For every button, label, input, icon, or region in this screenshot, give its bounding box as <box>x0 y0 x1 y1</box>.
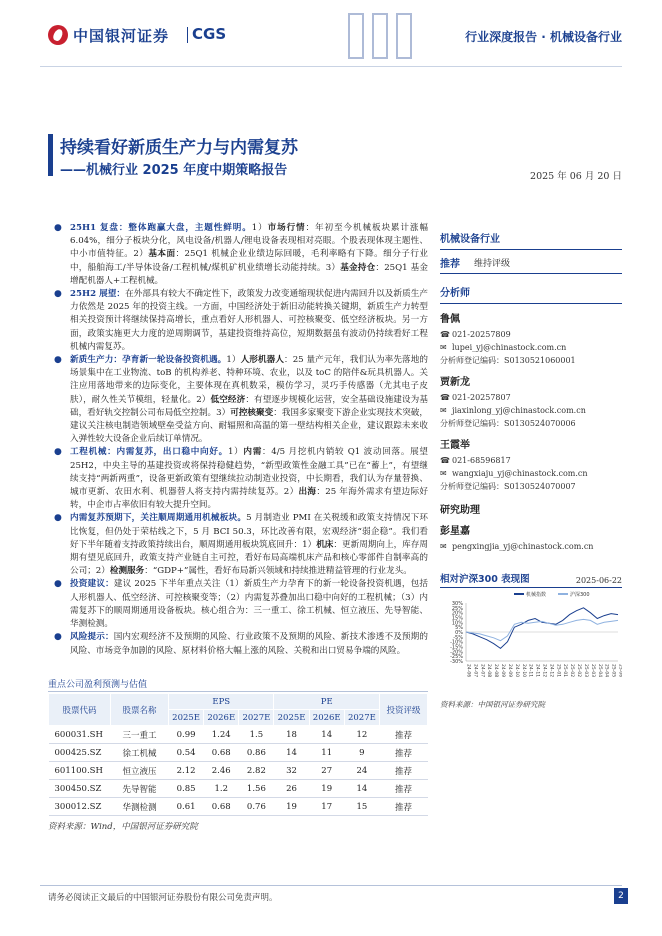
table-row <box>49 744 428 762</box>
pe-value: 24 <box>344 762 379 780</box>
bullet-text: 1） <box>251 223 268 233</box>
header-year: 2026E <box>204 710 239 726</box>
phone-icon: ☎ <box>440 393 450 402</box>
bullet-keyword: 市场行情 <box>267 223 306 233</box>
eps-value: 1.2 <box>204 780 239 798</box>
y-tick-label: 30% <box>451 601 463 607</box>
analyst-phone-text: 021-68596817 <box>452 456 511 465</box>
y-tick-label: -25% <box>450 654 463 661</box>
logo-divider <box>187 27 188 43</box>
y-tick-label: 20% <box>451 610 463 617</box>
email-icon: ✉ <box>440 406 447 415</box>
x-tick-label: 25-03 <box>582 664 588 678</box>
pe-value: 18 <box>274 726 309 744</box>
bullet-lead: 内需复苏预期下，关注顺周期通用机械板块。 <box>70 513 247 524</box>
pe-value: 15 <box>344 798 379 816</box>
x-tick-label: 24-11 <box>527 664 533 678</box>
bullet-keyword: 内需 <box>243 447 262 458</box>
rating-label: 推荐 <box>440 259 460 270</box>
bullet-keyword: 可控核聚变 <box>230 407 274 418</box>
chart-date: 2025-06-22 <box>575 576 622 585</box>
bullet-lead: 新质生产力：孕育新一轮设备投资机遇。 <box>70 355 227 366</box>
x-tick-label: 25-02 <box>576 664 582 678</box>
eps-value: 2.82 <box>239 762 274 780</box>
x-tick-label: 25-06 <box>617 664 622 678</box>
y-tick-label: 25% <box>451 605 463 612</box>
bullet-lead: 工程机械：内需复苏，出口稳中向好。 <box>70 447 228 458</box>
bullet-dot-icon: ● <box>54 355 62 366</box>
analyst-email-text[interactable]: wangxiaju_yj@chinastock.com.cn <box>452 469 588 478</box>
email-icon: ✉ <box>440 542 447 551</box>
email-icon: ✉ <box>440 469 447 478</box>
page-header <box>0 0 662 66</box>
eps-value: 0.61 <box>169 798 204 816</box>
table-row <box>49 762 428 780</box>
analyst-email-text[interactable]: jiaxinlong_yj@chinastock.com.cn <box>452 406 586 415</box>
x-tick-label: 25-03 <box>589 664 595 678</box>
y-tick-label: 10% <box>451 620 463 627</box>
stock-code: 300012.SZ <box>49 798 111 816</box>
logo-text-cn: 中国银河证券 <box>73 27 170 45</box>
eps-value: 0.54 <box>169 744 204 762</box>
stock-name: 恒立液压 <box>111 762 169 780</box>
assistant-heading: 研究助理 <box>440 505 480 516</box>
analyst-email <box>440 341 622 354</box>
analyst-name: 鲁佩 <box>440 314 460 325</box>
pe-value: 9 <box>344 744 379 762</box>
header-rating: 投资评级 <box>380 694 428 726</box>
bullet-dot-icon: ● <box>54 513 62 524</box>
pe-value: 27 <box>309 762 344 780</box>
phone-icon: ☎ <box>440 456 450 465</box>
pe-value: 14 <box>344 780 379 798</box>
pe-value: 26 <box>274 780 309 798</box>
report-type: 行业深度报告 · 机械设备行业 <box>465 30 622 44</box>
y-tick-label: -10% <box>450 639 463 646</box>
bullet-keyword: 低空经济 <box>210 394 246 405</box>
y-tick-label: 15% <box>451 615 463 622</box>
bullet-text: 1） <box>226 355 241 366</box>
x-tick-label: 24-10 <box>520 664 526 678</box>
analyst-card <box>440 310 622 367</box>
x-tick-label: 24-09 <box>500 664 506 678</box>
pe-value: 19 <box>274 798 309 816</box>
bullet-text: ：4/5 月挖机内销较 Q1 波动回落。展望 25H2，中央主导的基建投资或将保持稳健趋势，“新型政策性金融工具”已在“蓄上”，有望继续支持“两新两重”，设备更新政策有望继续拉动制造业投资，中长期看，我们认为存量替换、城市更新、农田水利、机器替人将支持内需持续复苏。2） <box>70 447 428 498</box>
series-line <box>466 608 618 649</box>
analyst-card <box>440 436 622 493</box>
stock-code: 300450.SZ <box>49 780 111 798</box>
bullet-text: ：“GDP+”属性，看好布局新兴领域和持续推进精益管理的行业龙头。 <box>144 566 412 577</box>
y-tick-label: -5% <box>453 634 463 641</box>
report-title: 持续看好新质生产力与内需复苏 <box>60 138 298 158</box>
stock-name: 华测检测 <box>111 798 169 816</box>
summary-bullet <box>48 288 428 354</box>
bullet-text: ：25Q1 机械企业业绩边际回暖，毛利率略有下降。细分子行业中，船舶海工/半导体设备/工程机械/煤机矿机业绩增长动能持续。3） <box>70 249 428 273</box>
stock-code: 601100.SH <box>49 762 111 780</box>
bullet-lead: 25H1 复盘：整体跑赢大盘，主题性鲜明。 <box>70 223 252 233</box>
report-subtitle: ——机械行业 2025 年度中期策略报告 <box>60 163 288 178</box>
logo-text-en: CGS <box>192 25 227 43</box>
analyst-email-text[interactable]: lupei_yj@chinastock.com.cn <box>452 343 567 352</box>
header-code: 股票代码 <box>49 694 111 726</box>
pe-value: 17 <box>309 798 344 816</box>
analyst-email <box>440 467 622 480</box>
summary-bullet <box>48 512 428 578</box>
assistant-email <box>440 540 622 553</box>
bullet-text: 在外部具有较大不确定性下，政策发力改变通缩现状促进内需回升以及新质生产力依然是 2025 年的投资主线。一方面，中国经济处于新旧动能转换关键期，新质生产力转型相关投资预计将继续保持高增长，重点看好人形机器人、可控核聚变、低空经济板块。另一方面，政策实施更大力度的逆周期调节，基建投资维持高位，短期数据虽有波动仍持续看好工程机械内需复苏。 <box>70 289 428 352</box>
bullet-text: ：年初至今机械板块累计涨幅 6.04%，细分子板块分化，风电设备/机器人/锂电设备表现相对亮眼。个股表现体现主题性、中小市值特征。2） <box>70 223 428 260</box>
summary-bullet <box>48 222 428 288</box>
header-divider <box>40 66 622 67</box>
eps-value: 0.68 <box>204 798 239 816</box>
bullet-text: 国内宏观经济不及预期的风险、行业政策不及预期的风险、新技术渗透不及预期的风险、市场竞争加剧的风险、原材料价格大幅上涨的风险、关税和出口贸易争端的风险。 <box>70 632 428 656</box>
eps-value: 0.99 <box>169 726 204 744</box>
eps-value: 1.5 <box>239 726 274 744</box>
eps-value: 2.12 <box>169 762 204 780</box>
bullet-text: 建议 2025 下半年重点关注（1）新质生产力孕育下的新一轮设备投资机遇，包括人形机器人、低空经济、可控核聚变等；（2）内需复苏叠加出口稳中向好的工程机械；（3）内需复苏下的顺周期通用设备板块。核心组合为：三一重工、徐工机械、恒立液压、先导智能、华测检测。 <box>70 579 428 630</box>
title-accent-bar <box>48 134 53 176</box>
legend-label: 机械指数 <box>526 592 547 598</box>
bullet-dot-icon: ● <box>54 579 62 590</box>
analyst-phone <box>440 328 622 341</box>
analyst-reg: 分析师登记编码：S0130524070006 <box>440 419 576 428</box>
eps-value: 1.24 <box>204 726 239 744</box>
analyst-name: 王霞举 <box>440 440 470 451</box>
header-year: 2027E <box>344 710 379 726</box>
bullet-keyword: 机床 <box>316 539 334 550</box>
x-tick-label: 25-01 <box>555 664 561 678</box>
report-date: 2025 年 06 月 20 日 <box>530 171 622 182</box>
y-tick-label: -20% <box>450 649 463 656</box>
footer-divider <box>40 885 622 886</box>
bullet-text: ：25 量产元年，我们认为率先落地的场景集中在工业物流、toB 的机构养老、特种环境、农业，以及 toC 的陪伴&玩具机器人。关注应用落地带来的边际变化，主要体现在真机数采，模仿学习，灵巧手传感器（尤其电子皮肤），耐久性关节模组，轻量化。2） <box>70 355 428 405</box>
chart-title: 相对沪深300 表现图 <box>440 574 530 585</box>
bullet-dot-icon: ● <box>54 223 62 233</box>
table-title: 重点公司盈利预测与估值 <box>48 680 148 690</box>
assistant-email-text[interactable]: pengxingjia_yj@chinastock.com.cn <box>452 542 594 551</box>
page-number: 2 <box>614 888 628 904</box>
bullet-text: ：更新周期向上，库存周期有望见底回升，政策支持产业链自主可控，看好布局高端机床产品和核心零部件自制率高的公司；2） <box>70 539 428 577</box>
analyst-phone <box>440 454 622 467</box>
summary-bullet <box>48 578 428 631</box>
eps-value: 2.46 <box>204 762 239 780</box>
phone-icon: ☎ <box>440 330 450 339</box>
stock-name: 徐工机械 <box>111 744 169 762</box>
x-tick-label: 24-06 <box>465 664 471 678</box>
bullet-text: 5 月制造业 PMI 在关税缓和政策支持情况下环比恢复，但仍处于荣枯线之下，5 月 BCI 50.3，环比改善有限，宏观经济“弱企稳”。我们看好下半年随着支持政策持续出台，顺周期通用板块筑底回升：1） <box>70 513 428 550</box>
x-tick-label: 25-05 <box>610 664 616 678</box>
eps-value: 0.68 <box>204 744 239 762</box>
forecast-table <box>48 693 428 816</box>
bullet-text: ：我国多家聚变下游企业实现技术突破，建议关注核电制造领域壁垒受益方向、耐辐照和高温的第一壁结构相关企业，建议跟踪未来收入弹性较大设备企业后续订单情况。 <box>70 407 428 445</box>
analyst-reg: 分析师登记编码：S0130524070007 <box>440 482 576 491</box>
bullet-keyword: 人形机器人 <box>240 355 285 366</box>
table-title-divider <box>48 691 428 692</box>
x-tick-label: 24-10 <box>513 664 519 678</box>
performance-chart <box>440 589 622 697</box>
table-source: 资料来源：Wind，中国银河证券研究院 <box>48 822 198 832</box>
analyst-name: 贾新龙 <box>440 377 470 388</box>
industry-heading: 机械设备行业 <box>440 230 622 250</box>
pe-value: 14 <box>309 726 344 744</box>
bullet-lead: 风险提示： <box>70 632 114 643</box>
rating-value: 维持评级 <box>474 259 511 269</box>
stock-name: 先导智能 <box>111 780 169 798</box>
analyst-card <box>440 373 622 430</box>
bullet-dot-icon: ● <box>54 632 62 643</box>
x-tick-label: 24-08 <box>486 664 492 678</box>
footer-disclaimer: 请务必阅读正文最后的中国银河证券股份有限公司免责声明。 <box>48 893 278 903</box>
eps-value: 0.76 <box>239 798 274 816</box>
sidebar <box>440 222 622 553</box>
y-tick-label: -15% <box>450 644 463 651</box>
eps-value: 0.86 <box>239 744 274 762</box>
chart-header <box>440 572 622 588</box>
bullet-dot-icon: ● <box>54 289 62 300</box>
pe-value: 32 <box>274 762 309 780</box>
analyst-heading: 分析师 <box>440 284 622 304</box>
bullet-keyword: 基本面 <box>148 249 176 260</box>
table-row <box>49 798 428 816</box>
pe-value: 11 <box>309 744 344 762</box>
header-pe: PE <box>274 694 380 710</box>
stock-rating: 推荐 <box>380 744 428 762</box>
assistant-name: 彭星嘉 <box>440 526 470 537</box>
stock-rating: 推荐 <box>380 726 428 744</box>
table-row <box>49 726 428 744</box>
summary-section <box>48 222 428 658</box>
stock-name: 三一重工 <box>111 726 169 744</box>
x-tick-label: 24-07 <box>472 664 478 678</box>
bullet-keyword: 检测服务 <box>109 566 145 577</box>
email-icon: ✉ <box>440 343 447 352</box>
summary-bullet <box>48 446 428 512</box>
x-tick-label: 25-01 <box>562 664 568 678</box>
bullet-lead: 投资建议： <box>70 579 114 590</box>
stock-code: 000425.SZ <box>49 744 111 762</box>
eps-value: 1.56 <box>239 780 274 798</box>
bullet-text: ：25Q1 基金增配机器人+工程机械。 <box>70 262 428 286</box>
bullet-text: ：25 年海外需求有望边际好转，中企市占率依旧有较大提升空间。 <box>70 487 428 511</box>
eps-value: 0.85 <box>169 780 204 798</box>
header-name: 股票名称 <box>111 694 169 726</box>
header-eps: EPS <box>169 694 274 710</box>
chart-source: 资料来源：中国银河证券研究院 <box>440 700 545 709</box>
x-tick-label: 24-12 <box>541 664 547 678</box>
x-tick-label: 25-04 <box>596 664 602 678</box>
pe-value: 14 <box>274 744 309 762</box>
y-tick-label: 5% <box>455 625 463 632</box>
bullet-text: 1） <box>227 447 244 458</box>
x-tick-label: 24-12 <box>548 664 554 678</box>
analyst-email <box>440 404 622 417</box>
legend-label: 沪深300 <box>570 592 590 598</box>
analyst-reg: 分析师登记编码：S0130521060001 <box>440 356 576 365</box>
rating-row <box>440 256 622 274</box>
pe-value: 12 <box>344 726 379 744</box>
bullet-text: ：有望逐步规模化运营，安全基础设施建设为基础，看好轨交控制公司布局低空控制。3） <box>70 394 428 418</box>
pe-value: 19 <box>309 780 344 798</box>
analyst-phone-text: 021-20257807 <box>452 393 511 402</box>
analyst-list <box>440 310 622 493</box>
x-tick-label: 24-08 <box>493 664 499 678</box>
analyst-phone-text: 021-20257809 <box>452 330 511 339</box>
bullet-keyword: 出海 <box>298 487 317 498</box>
y-tick-label: -30% <box>450 659 463 665</box>
header-year: 2026E <box>309 710 344 726</box>
bullet-keyword: 基金持仓 <box>340 262 376 273</box>
x-tick-label: 25-02 <box>569 664 575 678</box>
header-year: 2025E <box>274 710 309 726</box>
x-tick-label: 25-04 <box>603 664 609 678</box>
stock-code: 600031.SH <box>49 726 111 744</box>
x-tick-label: 24-07 <box>479 664 485 678</box>
header-year: 2025E <box>169 710 204 726</box>
summary-bullet <box>48 354 428 446</box>
x-tick-label: 24-11 <box>534 664 540 678</box>
header-decoration-icon <box>345 10 415 62</box>
stock-rating: 推荐 <box>380 798 428 816</box>
y-tick-label: 0% <box>455 630 463 636</box>
x-tick-label: 24-09 <box>506 664 512 678</box>
analyst-phone <box>440 391 622 404</box>
summary-bullet <box>48 631 428 657</box>
header-year: 2027E <box>239 710 274 726</box>
stock-rating: 推荐 <box>380 762 428 780</box>
bullet-dot-icon: ● <box>54 447 62 458</box>
galaxy-logo-icon <box>48 25 68 45</box>
table-row <box>49 780 428 798</box>
stock-rating: 推荐 <box>380 780 428 798</box>
bullet-lead: 25H2 展望： <box>70 289 126 300</box>
